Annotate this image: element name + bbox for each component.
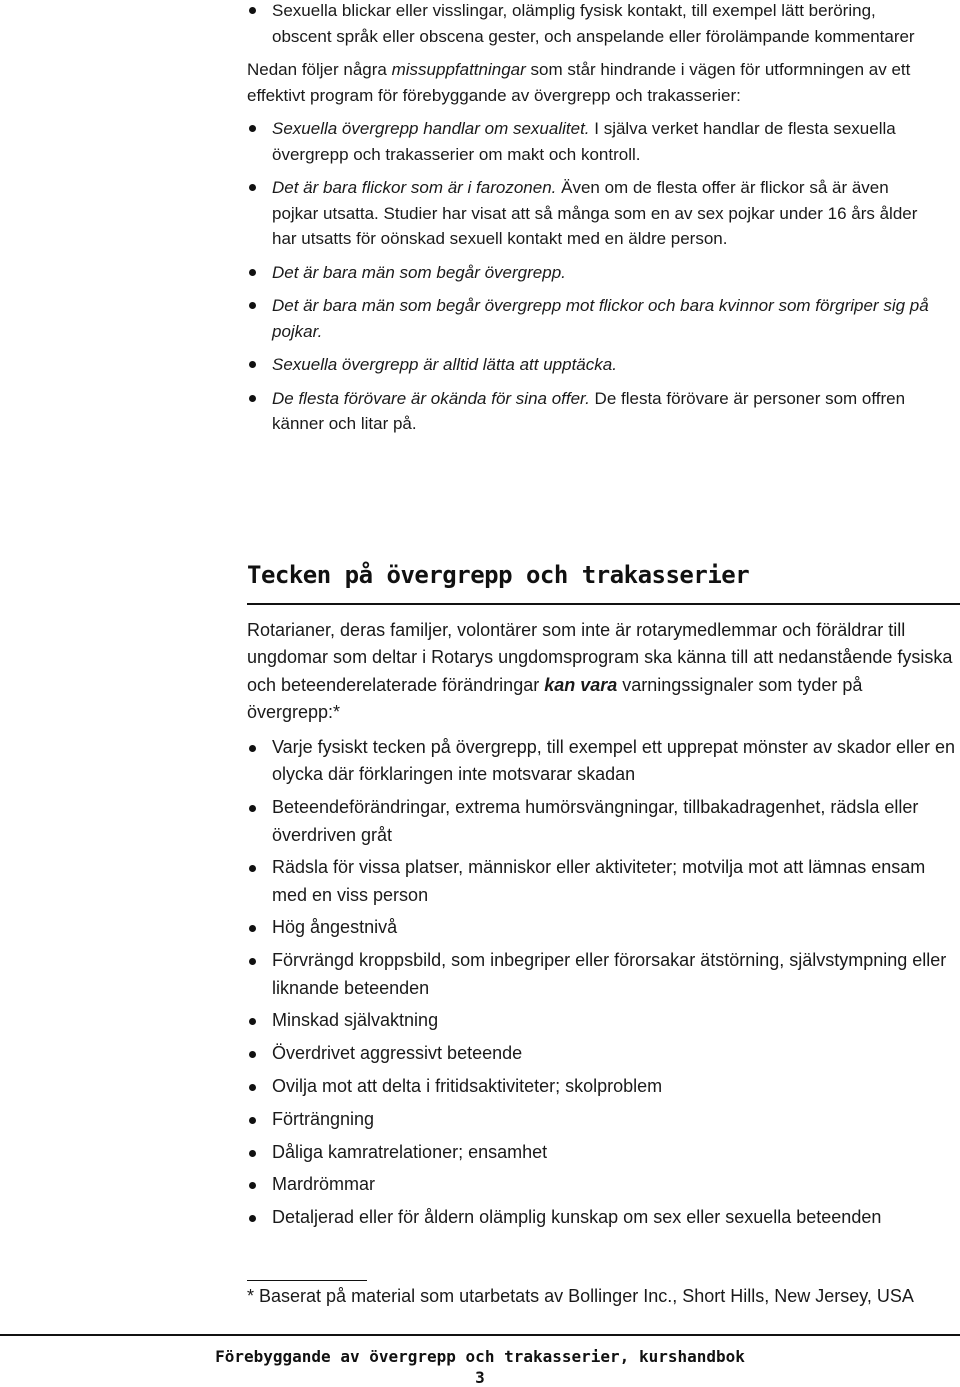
footnote-divider	[247, 1280, 367, 1281]
signs-text-block	[247, 617, 957, 1237]
myth-text: Det är bara män som begår övergrepp mot flickor och bara kvinnor som förgriper sig på pojkar.	[272, 296, 929, 341]
list-item: Förträngning	[247, 1106, 957, 1133]
bullet-text: Sexuella blickar eller visslingar, olämplig fysisk kontakt, till exempel lätt beröring, obscent språk eller obscena gester, och anspelande eller förolämpande kommentarer	[272, 1, 915, 46]
fact-text: I själva verket handlar de flesta sexuella övergrepp och trakasserier om makt och kontroll.	[272, 119, 896, 164]
myth-text: Det är bara män som begår övergrepp.	[272, 262, 566, 282]
myth-text: Sexuella övergrepp handlar om sexualitet.	[272, 119, 590, 138]
footer-title: Förebyggande av övergrepp och trakasserier, kurshandbok	[215, 1347, 745, 1366]
fact-text: Även om de flesta offer är flickor så är även pojkar utsatta. Studier har visat att så många som en av sex pojkar under 16 års ålder har utsatts för oönskad sexuell kontakt med en äldre person.	[272, 178, 918, 248]
heading-divider	[247, 603, 960, 605]
list-item: Beteendeförändringar, extrema humörsvängningar, tillbakadragenhet, rädsla eller överdriven gråt	[247, 794, 957, 849]
list-item: Minskad självaktning	[247, 1007, 957, 1034]
list-item	[247, 386, 937, 437]
list-item: Överdrivet aggressivt beteende	[247, 1040, 957, 1067]
intro-text-end: som står hindrande i vägen för utformningen av ett effektivt program för förebyggande av övergrepp och trakasserier:	[247, 60, 911, 105]
section-heading: Tecken på övergrepp och trakasserier	[247, 561, 750, 589]
misconceptions-intro	[247, 57, 937, 108]
footnote: * Baserat på material som utarbetats av Bollinger Inc., Short Hills, New Jersey, USA	[247, 1286, 914, 1306]
list-item: Varje fysiskt tecken på övergrepp, till exempel ett upprepat mönster av skador eller en olycka där förklaringen inte motsvarar skadan	[247, 734, 957, 789]
list-item: Hög ångestnivå	[247, 914, 957, 941]
intro-emphasis: kan vara	[544, 674, 618, 695]
intro-emphasis: missuppfattningar	[391, 60, 526, 79]
list-item	[247, 260, 937, 286]
list-item: Förvrängd kroppsbild, som inbegriper eller förorsakar ätstörning, självstympning eller liknande beteenden	[247, 947, 957, 1002]
list-item	[247, 116, 937, 167]
top-text-block	[247, 0, 937, 445]
list-item	[247, 0, 937, 49]
page-number: 3	[475, 1368, 485, 1387]
list-item: Detaljerad eller för åldern olämplig kunskap om sex eller sexuella beteenden	[247, 1204, 957, 1231]
misconceptions-list	[247, 116, 937, 437]
list-item: Ovilja mot att delta i fritidsaktiviteter; skolproblem	[247, 1073, 957, 1100]
intro-text: Nedan följer några	[247, 60, 392, 79]
intro-text-end: varningssignaler som tyder på övergrepp:*	[247, 674, 863, 722]
warning-signs-list	[247, 734, 957, 1231]
footer-divider	[0, 1334, 960, 1336]
signs-intro	[247, 617, 957, 726]
list-item	[247, 293, 937, 344]
list-item	[247, 175, 937, 252]
fact-text: De flesta förövare är personer som offren känner och litar på.	[272, 388, 906, 433]
list-item: Mardrömmar	[247, 1171, 957, 1198]
intro-text: Rotarianer, deras familjer, volontärer som inte är rotarymedlemmar och föräldrar till ungdomar som deltar i Rotarys ungdomsprogram ska känna till att nedanstående fysiska och beteenderelaterade förändringar	[247, 620, 953, 695]
list-item: Rädsla för vissa platser, människor eller aktiviteter; motvilja mot att lämnas ensam med en viss person	[247, 854, 957, 909]
myth-text: Det är bara flickor som är i farozonen.	[272, 178, 557, 197]
myth-text: Sexuella övergrepp är alltid lätta att upptäcka.	[272, 355, 617, 374]
list-item: Dåliga kamratrelationer; ensamhet	[247, 1139, 957, 1166]
list-item	[247, 352, 937, 378]
myth-text: De flesta förövare är okända för sina offer.	[272, 388, 590, 408]
bullet-list-top	[247, 0, 937, 49]
